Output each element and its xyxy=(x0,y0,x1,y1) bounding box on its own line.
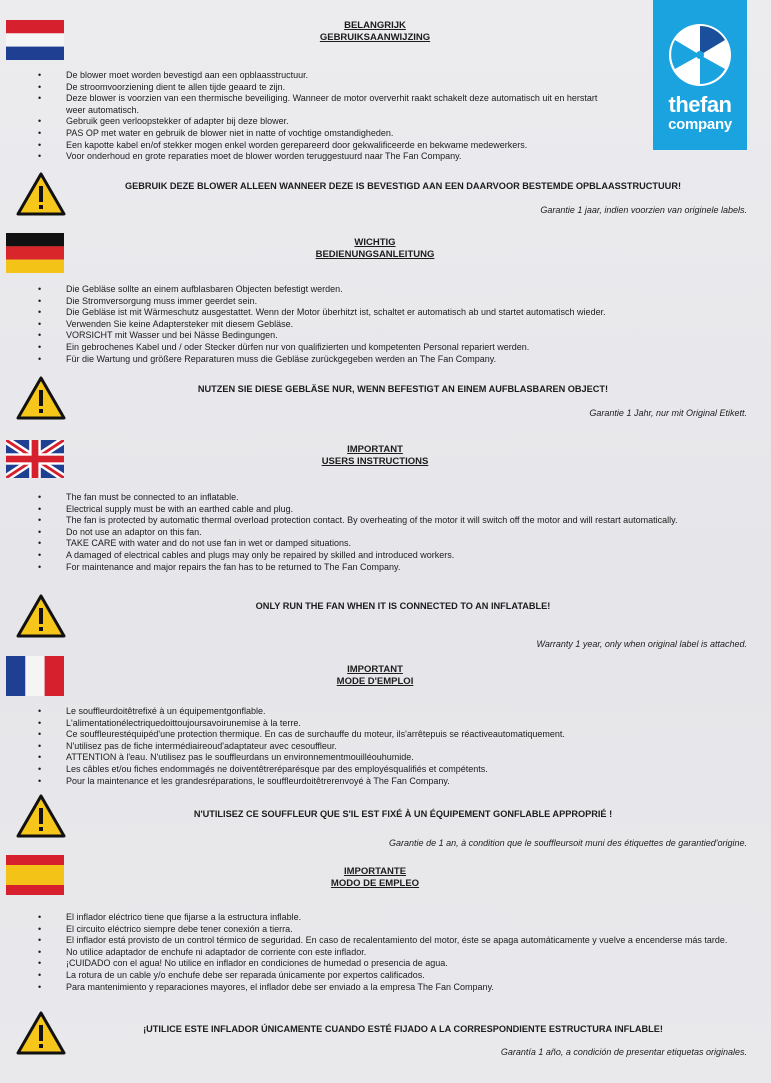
title-line1: WICHTIG xyxy=(354,237,396,248)
warning-text-nl: GEBRUIK DEZE BLOWER ALLEEN WANNEER DEZE IS BEVESTIGD AAN EEN DAARVOOR BESTEMDE OPBLAASSTRUCTUUR! xyxy=(124,181,682,191)
list-item: • ATTENTION à l'eau. N'utilisez pas le souffleurdans un environnementmouilléouhumide. xyxy=(38,752,738,764)
list-item: • Do not use an adaptor on this fan. xyxy=(38,527,738,539)
instruction-list-en xyxy=(38,492,738,573)
list-item: • El inflador está provisto de un control térmico de seguridad. En caso de recalentamiento del motor, éste se apaga automáticamente y vuelve a encenderse más tarde. xyxy=(38,935,738,947)
list-item: • Ein gebrochenes Kabel und / oder Stecker dürfen nur von qualifizierten und kompetenten Personal repariert werden. xyxy=(38,342,738,354)
list-item: • Ce souffleurestéquipéd'une protection thermique. En cas de surchauffe du moteur, ils'arrêtepuis se réactiveautomatiquement. xyxy=(38,729,738,741)
list-item: • A damaged of electrical cables and plugs may only be repaired by skilled and introduced workers. xyxy=(38,550,738,562)
list-item: • Die Stromversorgung muss immer geerdet sein. xyxy=(38,296,738,308)
section-title-es xyxy=(120,866,630,890)
warning-triangle-icon xyxy=(16,172,66,216)
list-item: • El inflador eléctrico tiene que fijarse a la estructura inflable. xyxy=(38,912,738,924)
warning-text-de: NUTZEN SIE DIESE GEBLÄSE NUR, WENN BEFESTIGT AN EINEM AUFBLASBAREN OBJECT! xyxy=(197,384,609,394)
title-line2: MODO DE EMPLEO xyxy=(330,878,420,889)
section-title-fr xyxy=(120,664,630,688)
netherlands-flag-icon xyxy=(6,20,64,60)
list-item: • Le souffleurdoitêtrefixé à un équipementgonflable. xyxy=(38,706,738,718)
title-line1: IMPORTANT xyxy=(347,664,403,675)
list-item: • No utilice adaptador de enchufe ni adaptador de corriente con este inflador. xyxy=(38,947,738,959)
list-item: • La rotura de un cable y/o enchufe debe ser reparada únicamente por expertos calificados. xyxy=(38,970,738,982)
france-flag-icon xyxy=(6,656,64,696)
fan-blades-icon xyxy=(667,22,733,88)
instruction-list-nl xyxy=(38,70,598,163)
list-item: • Een kapotte kabel en/of stekker mogen enkel worden gerepareerd door gekwalificeerde en bekwame medewerkers. xyxy=(38,140,598,152)
spain-flag-icon xyxy=(6,855,64,895)
list-item: • Die Gebläse ist mit Wärmeschutz ausgestattet. Wenn der Motor überhitzt ist, schaltet er automatisch ab und startet automatisch wieder. xyxy=(38,307,738,319)
title-line2: USERS INSTRUCTIONS xyxy=(321,456,429,467)
uk-flag-icon xyxy=(6,440,64,478)
list-item: • El circuito eléctrico siempre debe tener conexión a tierra. xyxy=(38,924,738,936)
title-line1: BELANGRIJK xyxy=(344,20,406,31)
list-item: • Verwenden Sie keine Adaptersteker mit diesem Gebläse. xyxy=(38,319,738,331)
title-line2: MODE D'EMPLOI xyxy=(336,676,414,687)
warranty-text-fr: Garantie de 1 an, à condition que le souffleursoit muni des étiquettes de garantied'origine. xyxy=(389,838,747,848)
list-item: • ¡CUIDADO con el agua! No utilice en inflador en condiciones de humedad o presencia de agua. xyxy=(38,958,738,970)
section-title-en xyxy=(120,444,630,468)
warranty-text-de: Garantie 1 Jahr, nur mit Original Etikett. xyxy=(589,408,747,418)
section-title-nl xyxy=(120,20,630,44)
list-item: • VORSICHT mit Wasser und bei Nässe Bedingungen. xyxy=(38,330,738,342)
title-line2: GEBRUIKSAANWIJZING xyxy=(319,32,431,43)
list-item: • L'alimentationélectriquedoittoujoursavoirunemise à la terre. xyxy=(38,718,738,730)
the-fan-company-logo xyxy=(653,0,747,150)
warning-text-es: ¡UTILICE ESTE INFLADOR ÚNICAMENTE CUANDO ESTÉ FIJADO A LA CORRESPONDIENTE ESTRUCTURA INFLABLE! xyxy=(143,1024,663,1034)
warranty-text-nl: Garantie 1 jaar, indien voorzien van originele labels. xyxy=(540,205,747,215)
instruction-list-fr xyxy=(38,706,738,787)
warning-triangle-icon xyxy=(16,1011,66,1055)
title-line2: BEDIENUNGSANLEITUNG xyxy=(315,249,435,260)
instruction-list-es xyxy=(38,912,738,993)
title-line1: IMPORTANTE xyxy=(343,866,407,877)
logo-line1: thefan xyxy=(668,92,732,117)
warranty-text-es: Garantía 1 año, a condición de presentar etiquetas originales. xyxy=(500,1047,747,1057)
list-item: • Les câbles et/ou fiches endommagés ne doiventêtreréparésque par des employésqualifiés et compétents. xyxy=(38,764,738,776)
list-item: • Gebruik geen verloopstekker of adapter bij deze blower. xyxy=(38,116,598,128)
list-item: • Electrical supply must be with an earthed cable and plug. xyxy=(38,504,738,516)
list-item: • TAKE CARE with water and do not use fan in wet or damped situations. xyxy=(38,538,738,550)
list-item: • De blower moet worden bevestigd aan een opblaasstructuur. xyxy=(38,70,598,82)
warning-triangle-icon xyxy=(16,794,66,838)
logo-line2: company xyxy=(668,116,732,133)
list-item: • PAS OP met water en gebruik de blower niet in natte of vochtige omstandigheden. xyxy=(38,128,598,140)
list-item: • N'utilisez pas de fiche intermédiaireoud'adaptateur avec cesouffleur. xyxy=(38,741,738,753)
warning-text-fr: N'UTILISEZ CE SOUFFLEUR QUE S'IL EST FIXÉ À UN ÉQUIPEMENT GONFLABLE APPROPRIÉ ! xyxy=(193,809,613,819)
warranty-text-en: Warranty 1 year, only when original label is attached. xyxy=(536,639,747,649)
list-item: • Die Gebläse sollte an einem aufblasbaren Objecten befestigt werden. xyxy=(38,284,738,296)
list-item: • Pour la maintenance et les grandesréparations, le souffleurdoitêtrerenvoyé à The Fan Company. xyxy=(38,776,738,788)
list-item: • Deze blower is voorzien van een thermische beveiliging. Wanneer de motor oververhit raakt schakelt deze automatisch uit en herstart weer automatisch. xyxy=(38,93,598,116)
list-item: • For maintenance and major repairs the fan has to be returned to The Fan Company. xyxy=(38,562,738,574)
warning-text-en: ONLY RUN THE FAN WHEN IT IS CONNECTED TO AN INFLATABLE! xyxy=(255,601,551,611)
instruction-list-de xyxy=(38,284,738,365)
list-item: • The fan is protected by automatic thermal overload protection contact. By overheating of the motor it will switch off the motor and will restart automatically. xyxy=(38,515,738,527)
list-item: • Para mantenimiento y reparaciones mayores, el inflador debe ser enviado a la empresa The Fan Company. xyxy=(38,982,738,994)
list-item: • De stroomvoorziening dient te allen tijde geaard te zijn. xyxy=(38,82,598,94)
list-item: • The fan must be connected to an inflatable. xyxy=(38,492,738,504)
list-item: • Für die Wartung und größere Reparaturen muss die Gebläse zurückgegeben werden an The Fan Company. xyxy=(38,354,738,366)
section-title-de xyxy=(120,237,630,261)
germany-flag-icon xyxy=(6,233,64,273)
warning-triangle-icon xyxy=(16,594,66,638)
list-item: • Voor onderhoud en grote reparaties moet de blower worden teruggestuurd naar The Fan Company. xyxy=(38,151,598,163)
title-line1: IMPORTANT xyxy=(347,444,403,455)
warning-triangle-icon xyxy=(16,376,66,420)
